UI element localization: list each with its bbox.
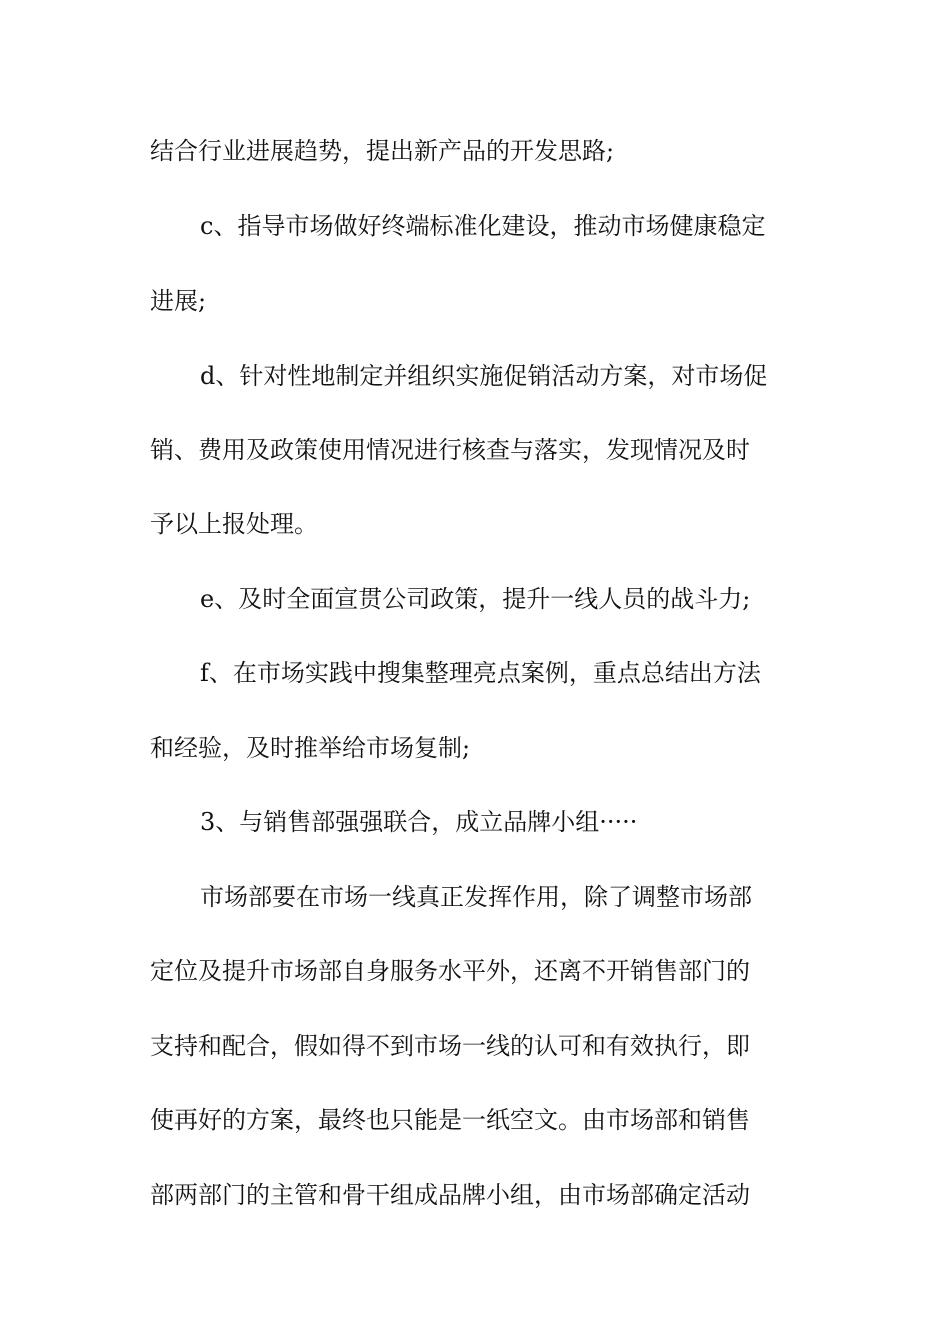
text-line-8: f、在市场实践中搜集整理亮点案例，重点总结出方法 [200,659,761,687]
text-line-12: 定位及提升市场部自身服务水平外，还离不开销售部门的 [150,957,750,985]
text-line-4: d、针对性地制定并组织实施促销活动方案，对市场促 [200,362,768,390]
text-line-10: 3、与销售部强强联合，成立品牌小组····· [200,808,638,836]
text-line-13: 支持和配合，假如得不到市场一线的认可和有效执行，即 [150,1032,750,1060]
text-line-11: 市场部要在市场一线真正发挥作用，除了调整市场部 [200,883,752,911]
text-line-1: 结合行业进展趋势，提出新产品的开发思路; [150,137,615,165]
text-line-3: 进展; [150,287,207,315]
text-line-5: 销、费用及政策使用情况进行核查与落实，发现情况及时 [150,436,750,464]
text-line-7: e、及时全面宣贯公司政策，提升一线人员的战斗力; [200,585,751,613]
text-line-6: 予以上报处理。 [150,510,318,538]
text-line-9: 和经验，及时推举给市场复制; [150,734,471,762]
text-line-14: 使再好的方案，最终也只能是一纸空文。由市场部和销售 [150,1106,750,1134]
text-line-2: c、指导市场做好终端标准化建设，推动市场健康稳定 [200,212,766,240]
text-line-15: 部两部门的主管和骨干组成品牌小组，由市场部确定活动 [150,1181,750,1209]
